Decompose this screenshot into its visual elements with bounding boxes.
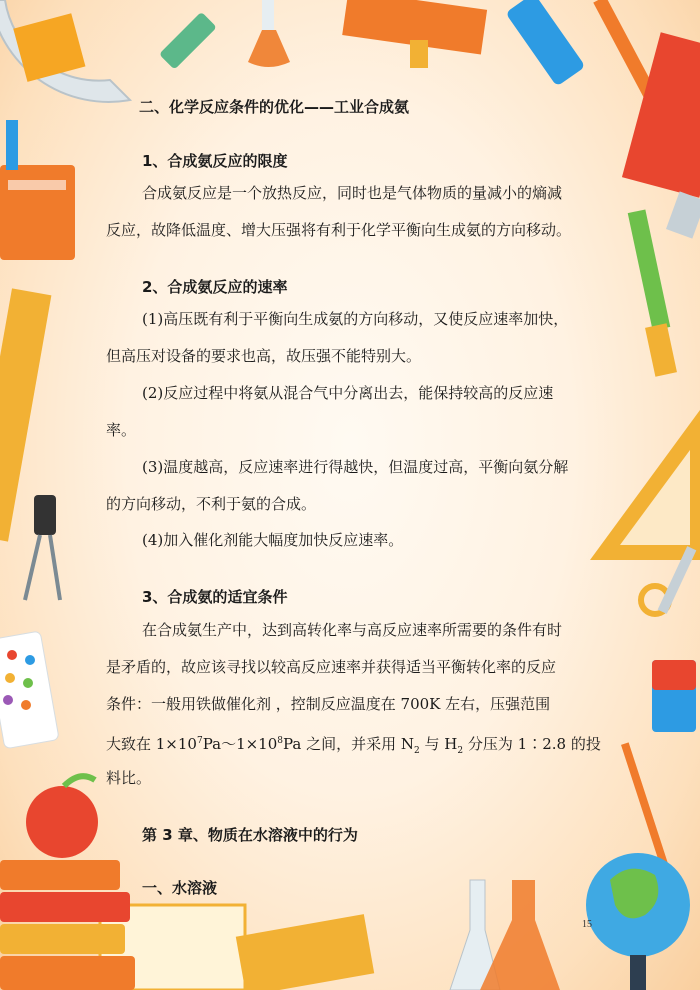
compass-icon [25, 495, 60, 600]
section-heading: 二、化学反应条件的优化——工业合成氨 [139, 98, 410, 116]
sharpener-icon [666, 191, 700, 238]
open-book-icon [100, 905, 374, 990]
paragraph-line: 是矛盾的，故应该寻找以较高反应速率并获得适当平衡转化率的反应 [106, 658, 557, 676]
paragraph-line: 料比。 [106, 769, 152, 787]
paragraph-line-formula: 大致在 $1\times 10^7Pa\sim 1\times 10^8Pa$ 之间，并采用 $N_2$ 与 $H_2$ 分压为 1∶2.8 的投 [106, 735, 601, 756]
book-stack-icon [0, 860, 135, 990]
notebook-icon [0, 165, 75, 260]
marker-icon [159, 12, 217, 70]
apple-icon [26, 776, 98, 858]
paragraph-line: 反应，故降低温度、增大压强将有利于化学平衡向生成氨的方向移动。 [106, 221, 572, 239]
paragraph-line: 的方向移动，不利于氨的合成。 [106, 495, 317, 513]
subsection-title: 2、合成氨反应的速率 [142, 278, 288, 296]
eraser-icon [652, 660, 696, 732]
paragraph-line: (2)反应过程中将氨从混合气中分离出去，能保持较高的反应速 [142, 384, 554, 402]
book-icon [342, 0, 487, 68]
flask-icon [450, 880, 560, 990]
paragraph-line: (4)加入催化剂能大幅度加快反应速率。 [142, 531, 404, 549]
pencil-icon [6, 120, 18, 170]
palette-icon [0, 631, 59, 749]
marker-icon [505, 0, 585, 87]
globe-icon [586, 853, 690, 990]
subsection-title: 1、合成氨反应的限度 [142, 152, 288, 170]
protractor-icon [0, 0, 130, 102]
chapter-title: 第 3 章、物质在水溶液中的行为 [142, 826, 358, 844]
paragraph-line: 条件：一般用铁做催化剂 ，控制反应温度在 700K 左右，压强范围 [106, 695, 551, 713]
page-number: 15 [582, 919, 592, 930]
subsection-title: 3、合成氨的适宜条件 [142, 588, 288, 606]
flask-icon [248, 0, 290, 67]
paragraph-line: 在合成氨生产中，达到高转化率与高反应速率所需要的条件有时 [142, 621, 563, 639]
pencil-icon [628, 209, 677, 376]
section-heading: 一、水溶液 [142, 879, 218, 897]
paragraph-line: 率。 [106, 421, 137, 439]
paragraph-line: 合成氨反应是一个放热反应，同时也是气体物质的量减小的熵减 [142, 184, 563, 202]
paragraph-line: (3)温度越高，反应速率进行得越快，但温度过高，平衡向氨分解 [142, 458, 569, 476]
paragraph-line: 但高压对设备的要求也高，故压强不能特别大。 [106, 347, 422, 365]
paragraph-line: (1)高压既有利于平衡向生成氨的方向移动，又使反应速率加快， [142, 310, 569, 328]
